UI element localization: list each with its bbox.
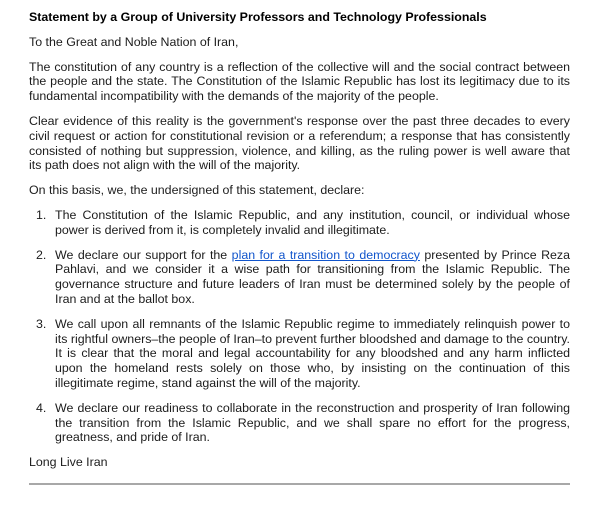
list-item-3 xyxy=(29,317,570,391)
transition-plan-link[interactable]: plan for a transition to democracy xyxy=(231,247,420,262)
list-item-2-number: 2. xyxy=(36,247,47,262)
list-item-2-text xyxy=(55,248,570,307)
list-item-1-number: 1. xyxy=(36,207,47,222)
salutation: To the Great and Noble Nation of Iran, xyxy=(29,34,239,49)
list-item-1-text: The Constitution of the Islamic Republic, and any institution, council, or individual whose power is derived from it, is completely invalid and illegitimate. xyxy=(55,207,570,237)
list-item-3-text: We call upon all remnants of the Islamic Republic regime to immediately relinquish power to its rightful owners–the people of Iran–to prevent further bloodshed and damage to the country. It is clear that the moral and legal accountability for any bloodshed and any harm inflicted upon the homeland rests solely on those who, by insisting on the continuation of this illegitimate regime, stand against the will of the majority. xyxy=(55,316,570,390)
list-item-1 xyxy=(29,208,570,238)
paragraph-constitution: The constitution of any country is a reflection of the collective will and the social contract between the people and the state. The Constitution of the Islamic Republic has lost its legitimacy due to its fundamental incompatibility with the demands of the majority of the people. xyxy=(29,59,570,104)
list-item-2-text-after-link: presented by Prince Reza Pahlavi, and we consider it a wise path for transitioning from the Islamic Republic. The governance structure and future leaders of Iran must be determined solely by the people of Iran and at the ballot box. xyxy=(55,247,571,306)
section-divider xyxy=(29,483,570,485)
list-item-4-text: We declare our readiness to collaborate in the reconstruction and prosperity of Iran following the transition from the Islamic Republic, and we shall spare no effort for the progress, greatness, and pride of Iran. xyxy=(55,400,570,445)
document-title: Statement by a Group of University Professors and Technology Professionals xyxy=(29,10,487,24)
list-item-3-number: 3. xyxy=(36,316,47,331)
declaration-list xyxy=(29,208,570,445)
list-item-2 xyxy=(29,248,570,307)
paragraph-evidence: Clear evidence of this reality is the government's response over the past three decades to every civil request or action for constitutional revision or a referendum; a response that has consistently consisted of nothing but suppression, violence, and killing, as the ruling power is well aware that its path does not align with the will of the majority. xyxy=(29,113,570,173)
closing-line: Long Live Iran xyxy=(29,455,108,470)
paragraph-declare-intro: On this basis, we, the undersigned of this statement, declare: xyxy=(29,183,365,198)
list-item-4-number: 4. xyxy=(36,400,47,415)
list-item-2-text-before-link: We declare our support for the xyxy=(55,247,232,262)
list-item-4 xyxy=(29,401,570,445)
